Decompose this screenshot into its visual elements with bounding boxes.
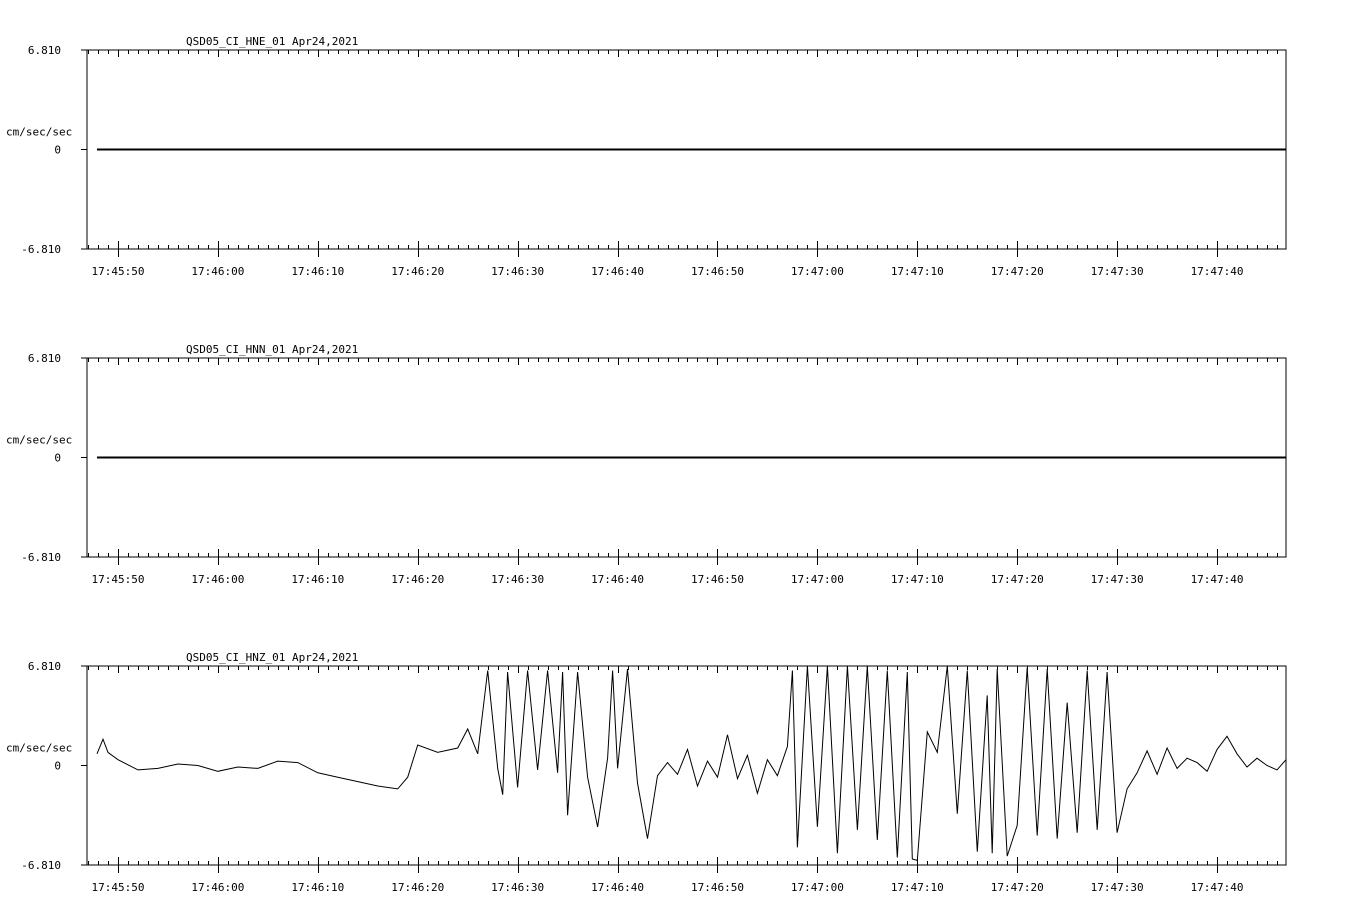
x-tick-label: 17:46:00 [191, 881, 245, 894]
chart-title: QSD05_CI_HNZ_01 Apr24,2021 [186, 651, 359, 664]
y-axis-label: cm/sec/sec [6, 433, 73, 447]
x-tick-label: 17:46:30 [491, 265, 545, 278]
x-tick-label: 17:46:50 [690, 573, 744, 586]
y-tick-label: 6.810 [27, 44, 61, 57]
x-tick-label: 17:46:10 [291, 573, 345, 586]
x-tick-label: 17:45:50 [91, 881, 145, 894]
x-tick-label: 17:47:10 [890, 573, 944, 586]
y-tick-label: 6.810 [27, 352, 61, 365]
y-tick-label: 0 [54, 143, 61, 157]
x-tick-label: 17:45:50 [91, 265, 145, 278]
y-axis-label: cm/sec/sec [6, 741, 73, 755]
x-tick-label: 17:46:30 [491, 881, 545, 894]
x-tick-label: 17:47:10 [890, 881, 944, 894]
x-tick-label: 17:46:40 [591, 573, 645, 586]
x-tick-label: 17:46:30 [491, 573, 545, 586]
x-tick-label: 17:47:20 [990, 573, 1044, 586]
y-tick-label: -6.810 [21, 859, 61, 872]
x-tick-label: 17:47:40 [1190, 573, 1244, 586]
x-tick-label: 17:46:20 [391, 881, 445, 894]
x-tick-label: 17:46:50 [690, 265, 744, 278]
x-tick-label: 17:46:10 [291, 881, 345, 894]
x-tick-label: 17:45:50 [91, 573, 145, 586]
chart-title: QSD05_CI_HNE_01 Apr24,2021 [186, 35, 359, 48]
x-tick-label: 17:47:40 [1190, 881, 1244, 894]
x-tick-label: 17:47:30 [1090, 573, 1144, 586]
x-tick-label: 17:46:40 [591, 265, 645, 278]
x-tick-label: 17:46:20 [391, 573, 445, 586]
x-tick-label: 17:47:20 [990, 265, 1044, 278]
x-tick-label: 17:46:00 [191, 265, 245, 278]
x-tick-label: 17:46:40 [591, 881, 645, 894]
x-tick-label: 17:46:00 [191, 573, 245, 586]
x-tick-label: 17:47:30 [1090, 881, 1144, 894]
y-tick-label: 0 [54, 759, 61, 773]
chart-panel-2 [6, 343, 1286, 586]
x-tick-label: 17:47:00 [790, 573, 844, 586]
chart-panel-3 [6, 651, 1286, 894]
y-axis-label: cm/sec/sec [6, 125, 73, 139]
y-tick-label: 6.810 [27, 660, 61, 673]
x-tick-label: 17:47:40 [1190, 265, 1244, 278]
y-tick-label: -6.810 [21, 243, 61, 256]
x-tick-label: 17:46:50 [690, 881, 744, 894]
x-tick-label: 17:46:10 [291, 265, 345, 278]
y-tick-label: -6.810 [21, 551, 61, 564]
x-tick-label: 17:46:20 [391, 265, 445, 278]
seismic-trace [97, 666, 1286, 860]
x-tick-label: 17:47:10 [890, 265, 944, 278]
chart-title: QSD05_CI_HNN_01 Apr24,2021 [186, 343, 359, 356]
chart-panel-1 [6, 35, 1286, 278]
x-tick-label: 17:47:00 [790, 881, 844, 894]
x-tick-label: 17:47:20 [990, 881, 1044, 894]
x-tick-label: 17:47:30 [1090, 265, 1144, 278]
y-tick-label: 0 [54, 451, 61, 465]
x-tick-label: 17:47:00 [790, 265, 844, 278]
